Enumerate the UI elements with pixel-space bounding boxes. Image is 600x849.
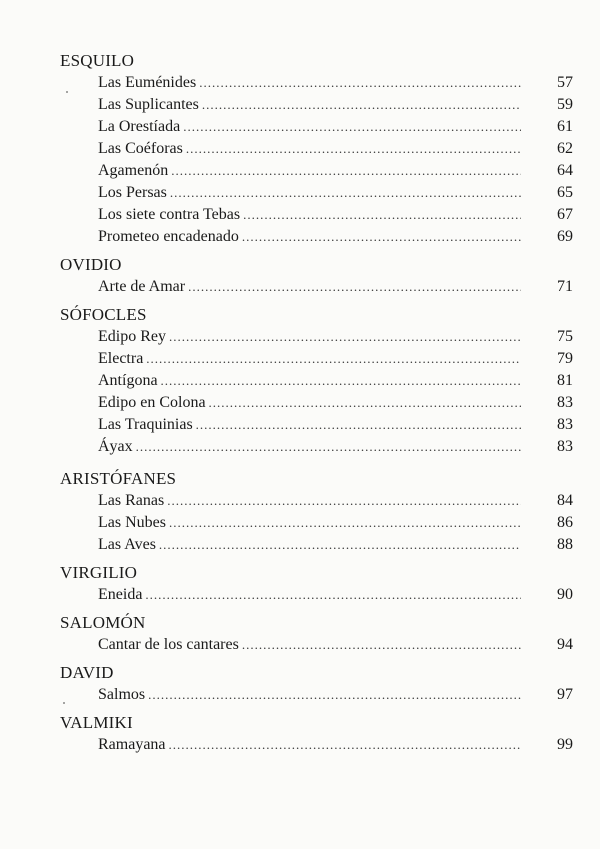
toc-section [60, 304, 575, 458]
entry-page-number: 64 [557, 162, 573, 179]
dot-leader [169, 512, 521, 534]
entry-title: La Orestíada [98, 118, 181, 135]
dot-leader [186, 138, 521, 160]
dot-leader [209, 392, 521, 414]
entry-page-number: 83 [557, 438, 573, 455]
toc-entry [60, 634, 575, 656]
toc-entry [60, 392, 575, 414]
entry-page-number: 88 [557, 536, 573, 553]
entry-title: Las Euménides [98, 74, 197, 91]
toc-entry [60, 436, 575, 458]
entry-title: Las Ranas [98, 492, 165, 509]
entry-title: Las Aves [98, 536, 156, 553]
entry-page-number: 94 [557, 636, 573, 653]
entry-page-number: 90 [557, 586, 573, 603]
dot-leader [136, 436, 521, 458]
scan-speck [63, 702, 65, 704]
toc-entry [60, 160, 575, 182]
author-heading: ESQUILO [60, 51, 135, 70]
toc-entry [60, 534, 575, 556]
dot-leader [161, 370, 521, 392]
entry-title: Salmos [98, 686, 146, 703]
dot-leader [148, 684, 521, 706]
entry-page-number: 61 [557, 118, 573, 135]
dot-leader [199, 72, 521, 94]
entry-page-number: 99 [557, 736, 573, 753]
entry-title: Cantar de los cantares [98, 636, 239, 653]
dot-leader [188, 276, 521, 298]
dot-leader [242, 226, 521, 248]
entry-title: Agamenón [98, 162, 169, 179]
entry-page-number: 84 [557, 492, 573, 509]
toc-entry [60, 734, 575, 756]
toc-entry [60, 490, 575, 512]
dot-leader [159, 534, 521, 556]
toc-entry [60, 72, 575, 94]
toc-entry [60, 512, 575, 534]
entry-title: Ramayana [98, 736, 166, 753]
dot-leader [170, 182, 521, 204]
author-heading: VALMIKI [60, 713, 133, 732]
entry-page-number: 62 [557, 140, 573, 157]
entry-page-number: 57 [557, 74, 573, 91]
toc-entry [60, 414, 575, 436]
toc-entry [60, 326, 575, 348]
entry-title: Las Suplicantes [98, 96, 199, 113]
entry-page-number: 83 [557, 394, 573, 411]
dot-leader [243, 204, 521, 226]
entry-page-number: 83 [557, 416, 573, 433]
toc-section [60, 612, 575, 656]
entry-page-number: 67 [557, 206, 573, 223]
toc-entry [60, 94, 575, 116]
toc-entry [60, 348, 575, 370]
dot-leader [202, 94, 521, 116]
toc-entry [60, 116, 575, 138]
dot-leader [171, 160, 521, 182]
entry-title: Eneida [98, 586, 143, 603]
entry-title: Áyax [98, 438, 133, 455]
author-heading: OVIDIO [60, 255, 122, 274]
dot-leader [169, 734, 521, 756]
dot-leader [146, 348, 521, 370]
entry-title: Edipo en Colona [98, 394, 206, 411]
entry-title: Edipo Rey [98, 328, 166, 345]
author-heading: VIRGILIO [60, 563, 138, 582]
toc-section [60, 50, 575, 248]
scan-speck [66, 91, 68, 93]
entry-page-number: 69 [557, 228, 573, 245]
entry-title: Los Persas [98, 184, 167, 201]
entry-title: Las Nubes [98, 514, 166, 531]
dot-leader [169, 326, 521, 348]
entry-page-number: 97 [557, 686, 573, 703]
toc-entry [60, 276, 575, 298]
entry-page-number: 75 [557, 328, 573, 345]
author-heading: SALOMÓN [60, 613, 146, 632]
author-heading: SÓFOCLES [60, 305, 147, 324]
toc-entry [60, 138, 575, 160]
toc-entry [60, 204, 575, 226]
toc-section [60, 468, 575, 556]
entry-title: Antígona [98, 372, 158, 389]
toc-section [60, 562, 575, 606]
toc-entry [60, 226, 575, 248]
table-of-contents [60, 50, 575, 762]
author-heading: DAVID [60, 663, 114, 682]
entry-page-number: 59 [557, 96, 573, 113]
toc-entry [60, 182, 575, 204]
dot-leader [242, 634, 521, 656]
entry-title: Electra [98, 350, 144, 367]
entry-title: Los siete contra Tebas [98, 206, 241, 223]
toc-section [60, 712, 575, 756]
toc-entry [60, 684, 575, 706]
entry-title: Las Traquinias [98, 416, 193, 433]
entry-page-number: 81 [557, 372, 573, 389]
entry-page-number: 86 [557, 514, 573, 531]
toc-section [60, 254, 575, 298]
dot-leader [145, 584, 521, 606]
entry-title: Arte de Amar [98, 278, 186, 295]
entry-page-number: 71 [557, 278, 573, 295]
entry-title: Las Coéforas [98, 140, 183, 157]
entry-page-number: 65 [557, 184, 573, 201]
toc-entry [60, 584, 575, 606]
entry-title: Prometeo encadenado [98, 228, 239, 245]
dot-leader [167, 490, 521, 512]
toc-entry [60, 370, 575, 392]
dot-leader [196, 414, 521, 436]
author-heading: ARISTÓFANES [60, 469, 177, 488]
toc-section [60, 662, 575, 706]
dot-leader [183, 116, 521, 138]
entry-page-number: 79 [557, 350, 573, 367]
